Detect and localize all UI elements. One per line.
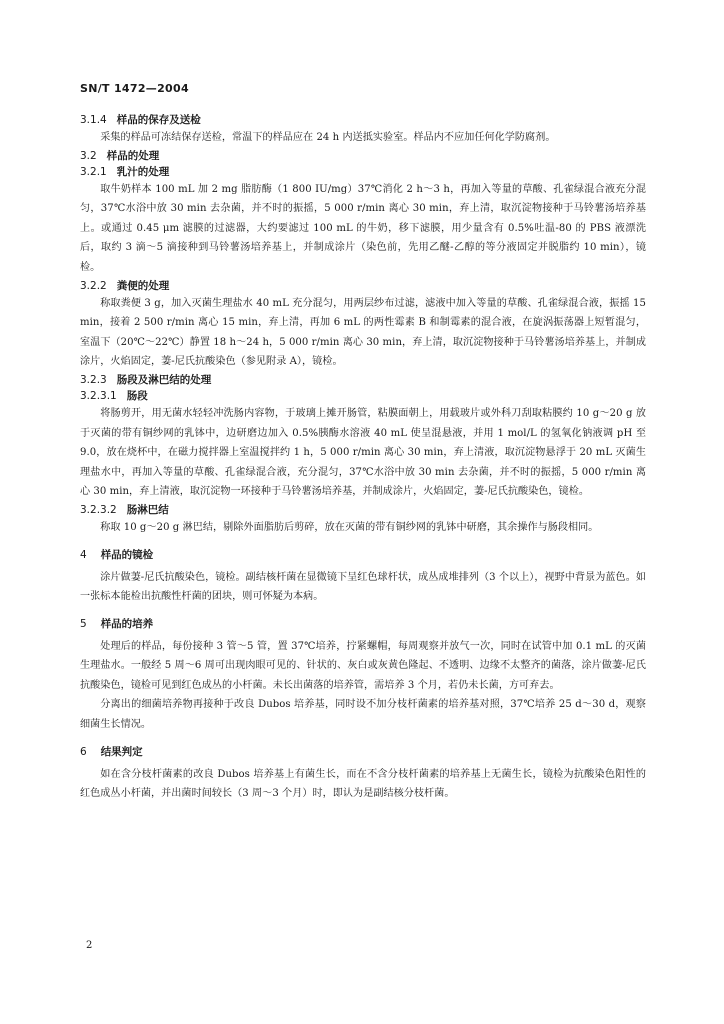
heading-number: 3.2.1 <box>80 165 107 178</box>
paragraph-dubos-culture: 分离出的细菌培养物再接种于改良 Dubos 培养基，同时设不加分枝杆菌素的培养基对照，37℃培养 25 d～30 d，观察细菌生长情况。 <box>80 699 646 731</box>
heading-title: 肠段 <box>126 389 148 402</box>
heading-number: 3.2.3 <box>80 373 107 386</box>
paragraph-result-judgement: 如在含分枝杆菌素的改良 Dubos 培养基上有菌生长，而在不含分枝杆菌素的培养基上无菌生长，镜检为抗酸染色阳性的红色成丛小杆菌，并出菌时间较长（3 周～3 个月）时，即认为是副结核分枝杆菌。 <box>80 768 646 800</box>
standard-code-header: SN/T 1472—2004 <box>80 82 189 95</box>
heading-title: 肠段及淋巴结的处理 <box>116 373 212 386</box>
heading-number: 3.2.3.1 <box>80 389 117 402</box>
paragraph-intestine-processing: 将肠剪开，用无菌水轻轻冲洗肠内容物，于玻璃上摊开肠管，粘膜面朝上，用载玻片或外科刀刮取粘膜约 10 g～20 g 放于灭菌的带有铜纱网的乳钵中，边研磨边加入 0.5%胰酶水溶液 40 mL 使呈混悬液，并用 1 mol/L 的氢氧化钠液调 pH 至 9.0，放在烧杯中，在磁力搅拌器上室温搅拌约 1 h，5 000 r/min 离心 30 min，弃上清液，取沉淀物悬浮于 20 mL 灭菌生理盐水中，再加入等量的草酸、孔雀绿混合液，充分混匀，37℃水浴中放 30 min 去杂菌，并不时的振摇，5 000 r/min 离心 30 min，弃上清液，取沉淀物一环接种于马铃薯汤培养基，并制成涂片，火焰固定，萋-尼氏抗酸染色，镜检。 <box>80 407 646 498</box>
heading-title: 结果判定 <box>100 745 143 758</box>
heading-5 <box>80 616 646 632</box>
heading-4 <box>80 547 646 563</box>
heading-3-2-3-1 <box>80 388 646 404</box>
heading-3-2-1 <box>80 164 646 180</box>
heading-number: 3.2.2 <box>80 279 107 292</box>
page-number: 2 <box>86 940 93 951</box>
heading-number: 3.2.3.2 <box>80 503 117 516</box>
heading-number: 4 <box>80 548 87 561</box>
paragraph-culture: 处理后的样品，每份接种 3 管～5 管，置 37℃培养，拧紧螺帽，每周观察并放气一次，同时在试管中加 0.1 mL 的灭菌生理盐水。一般经 5 周～6 周可出现肉眼可见的、针状的、灰白或灰黄色隆起、不透明、边缘不太整齐的菌落，涂片做萋-尼氏抗酸染色，镜检可见到红色成丛的小杆菌。未长出菌落的培养管，需培养 3 个月，若仍未长菌，方可弃去。 <box>80 640 646 691</box>
heading-number: 3.1.4 <box>80 114 107 126</box>
heading-title: 样品的镜检 <box>100 548 154 561</box>
paragraph-sample-storage: 采集的样品可冻结保存送检，常温下的样品应在 24 h 内送抵实验室。样品内不应加任何化学防腐剂。 <box>100 132 556 143</box>
paragraph-milk-processing: 取牛奶样本 100 mL 加 2 mg 脂肪酶（1 800 IU/mg）37℃消化 2 h～3 h，再加入等量的草酸、孔雀绿混合液充分混匀，37℃水浴中放 30 min 去杂菌，并不时的振摇，5 000 r/min 离心 30 min，弃上清，取沉淀物接种于马铃薯汤培养基上。或通过 0.45 μm 滤膜的过滤器，大约要滤过 100 mL 的牛奶，移下滤膜，用少量含有 0.5%吐温-80 的 PBS 液漂洗后，取约 3 滴～5 滴接种到马铃薯汤培养基上，并制成涂片（染色前，先用乙醚-乙醇的等分液固定并脱脂约 10 min），镜检。 <box>80 183 646 273</box>
heading-3-1-4 <box>80 112 646 128</box>
paragraph-feces-processing: 称取粪便 3 g，加入灭菌生理盐水 40 mL 充分混匀，用两层纱布过滤，滤液中加入等量的草酸、孔雀绿混合液，振摇 15 min，接着 2 500 r/min 离心 15 min，弃上清，再加 6 mL 的两性霉素 B 和制霉素的混合液，在旋涡振荡器上短暂混匀，室温下（20℃～22℃）静置 18 h～24 h，5 000 r/min 离心 30 min，弃上清，取沉淀物接种于马铃薯汤培养基上，并制成涂片，火焰固定，萋-尼氏抗酸染色（参见附录 A），镜检。 <box>80 297 646 368</box>
paragraph-lymph-node-processing: 称取 10 g～20 g 淋巴结，剔除外面脂肪后剪碎，放在灭菌的带有铜纱网的乳钵中研磨，其余操作与肠段相同。 <box>100 521 599 533</box>
heading-3-2-2 <box>80 278 646 294</box>
document-body <box>80 112 646 804</box>
heading-6 <box>80 744 646 760</box>
heading-title: 肠淋巴结 <box>126 503 169 516</box>
heading-3-2-3-2 <box>80 502 646 518</box>
heading-title: 样品的处理 <box>106 149 160 162</box>
heading-title: 乳汁的处理 <box>116 165 170 178</box>
heading-title: 粪便的处理 <box>116 279 170 292</box>
heading-number: 3.2 <box>80 149 97 162</box>
heading-3-2 <box>80 148 646 164</box>
heading-title: 样品的保存及送检 <box>116 114 201 126</box>
paragraph-microscopy: 涂片做萋-尼氏抗酸染色，镜检。副结核杆菌在显微镜下呈红色球杆状，成丛成堆排列（3 个以上），视野中背景为蓝色。如一张标本能检出抗酸性杆菌的团块，则可怀疑为本病。 <box>80 571 646 603</box>
heading-number: 5 <box>80 617 87 630</box>
heading-number: 6 <box>80 745 87 758</box>
heading-title: 样品的培养 <box>100 617 154 630</box>
heading-3-2-3 <box>80 372 646 388</box>
